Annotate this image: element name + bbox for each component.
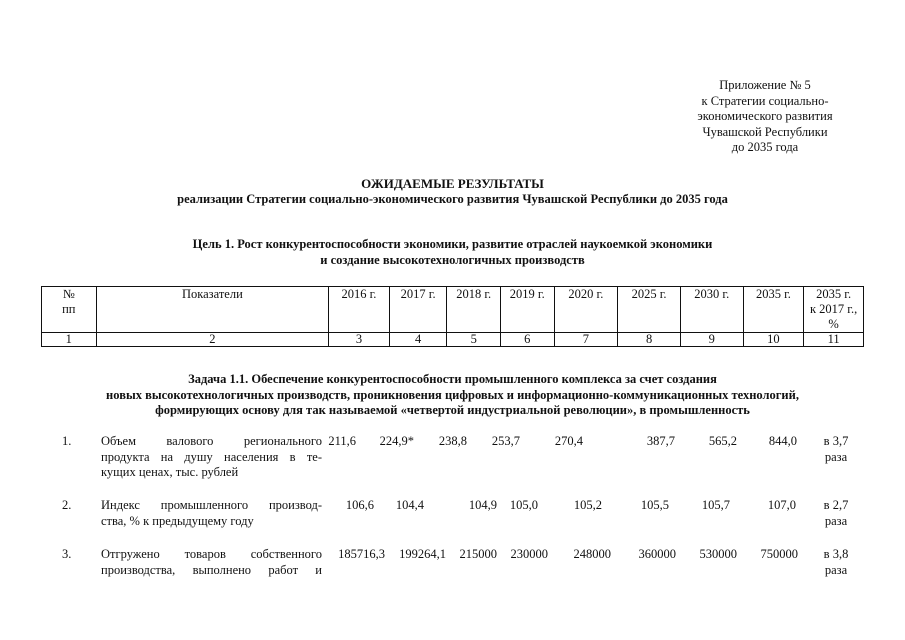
row-number: 2.: [62, 498, 72, 512]
row-indicator-line: Объем валового регионального: [101, 434, 322, 448]
row-value: 185716,3: [338, 547, 385, 561]
row-value: 360000: [638, 547, 676, 561]
appendix-line: Чувашской Республики: [702, 124, 828, 139]
row-value: 248000: [573, 547, 611, 561]
row-value: 238,8: [438, 434, 467, 448]
document-title: ОЖИДАЕМЫЕ РЕЗУЛЬТАТЫ: [361, 176, 544, 191]
appendix-line: Приложение № 5: [719, 78, 811, 92]
row-number: 1.: [62, 434, 72, 448]
task-line: новых высокотехнологичных производств, проникновения цифровых и информационно-коммуникационных технологий,: [106, 387, 799, 402]
row-value: 253,7: [491, 434, 520, 448]
row-value: 844,0: [768, 434, 797, 448]
row-value: 387,7: [646, 434, 675, 448]
appendix-line: к Стратегии социально-: [701, 93, 829, 108]
header-change-line: %: [828, 317, 839, 331]
column-number: 10: [743, 333, 804, 347]
goal-line: и создание высокотехнологичных производств: [320, 252, 585, 267]
row-number: 3.: [62, 547, 72, 561]
header-change-line: к 2017 г.,: [809, 302, 858, 316]
row-value: 230000: [510, 547, 548, 561]
row-indicator-line: Индекс промышленного производ-: [101, 498, 322, 512]
appendix-line: экономического развития: [697, 109, 833, 123]
column-number: 4: [389, 333, 447, 347]
header-number-line: пп: [62, 302, 76, 316]
row-value: 104,4: [395, 498, 424, 512]
header-year: 2019 г.: [500, 287, 554, 333]
task-heading: [0, 372, 905, 419]
results-table-header: [41, 286, 864, 347]
row-indicator-line: Отгружено товаров собственного: [101, 547, 322, 561]
column-number: 11: [804, 333, 864, 347]
goal-line: Цель 1. Рост конкурентоспособности экономики, развитие отраслей наукоемкой экономики: [192, 237, 713, 251]
appendix-line: до 2035 года: [731, 140, 799, 154]
row-value: 224,9*: [379, 434, 414, 448]
column-number: 1: [42, 333, 97, 347]
column-number: 6: [500, 333, 554, 347]
row-value: 199264,1: [399, 547, 446, 561]
task-line: Задача 1.1. Обеспечение конкурентоспособности промышленного комплекса за счет создания: [188, 372, 717, 386]
row-indicator-line: продукта на душу населения в те-: [101, 449, 322, 464]
header-indicators: Показатели: [96, 287, 329, 333]
column-number: 2: [96, 333, 329, 347]
row-value: 211,6: [328, 434, 356, 448]
row-value: 107,0: [767, 498, 796, 512]
row-change-line: в 3,7: [823, 434, 849, 448]
row-value: 105,5: [640, 498, 669, 512]
header-year: 2016 г.: [329, 287, 390, 333]
column-number: 5: [447, 333, 501, 347]
row-value: 106,6: [345, 498, 374, 512]
row-value: 105,0: [509, 498, 538, 512]
row-indicator: [101, 547, 322, 578]
row-change-line: раза: [824, 562, 848, 577]
row-value: 105,7: [701, 498, 730, 512]
header-change-line: 2035 г.: [816, 287, 852, 301]
row-indicator-line: производства, выполнено работ и: [101, 562, 322, 577]
goal-heading: [0, 237, 905, 268]
header-change: [804, 287, 864, 333]
row-indicator: [101, 434, 322, 481]
row-value: 215000: [459, 547, 497, 561]
header-year: 2035 г.: [743, 287, 804, 333]
row-change-line: в 3,8: [823, 547, 849, 561]
row-change-line: раза: [824, 449, 848, 464]
row-value: 750000: [760, 547, 798, 561]
row-value: 270,4: [554, 434, 583, 448]
row-indicator-line: ства, % к предыдущему году: [101, 513, 254, 528]
row-change: [812, 434, 860, 465]
row-change-line: раза: [824, 513, 848, 528]
row-value: 105,2: [573, 498, 602, 512]
column-number: 8: [618, 333, 681, 347]
task-line: формирующих основу для так называемой «четвертой индустриальной революции», в промышленность: [155, 403, 750, 417]
row-change-line: в 2,7: [823, 498, 849, 512]
row-value: 104,9: [468, 498, 497, 512]
header-number: [42, 287, 97, 333]
header-year: 2025 г.: [618, 287, 681, 333]
document-subtitle: реализации Стратегии социально-экономического развития Чувашской Республики до 2035 года: [177, 192, 728, 206]
row-change: [812, 498, 860, 529]
header-year: 2018 г.: [447, 287, 501, 333]
row-change: [812, 547, 860, 578]
header-year: 2020 г.: [554, 287, 618, 333]
row-value: 530000: [699, 547, 737, 561]
column-number: 7: [554, 333, 618, 347]
header-year: 2017 г.: [389, 287, 447, 333]
row-indicator: [101, 498, 322, 529]
row-value: 565,2: [708, 434, 737, 448]
header-number-line: №: [62, 287, 75, 301]
row-indicator-line: кущих ценах, тыс. рублей: [101, 465, 239, 479]
header-year: 2030 г.: [680, 287, 743, 333]
column-number: 9: [680, 333, 743, 347]
column-number: 3: [329, 333, 390, 347]
appendix-reference: [660, 78, 870, 156]
